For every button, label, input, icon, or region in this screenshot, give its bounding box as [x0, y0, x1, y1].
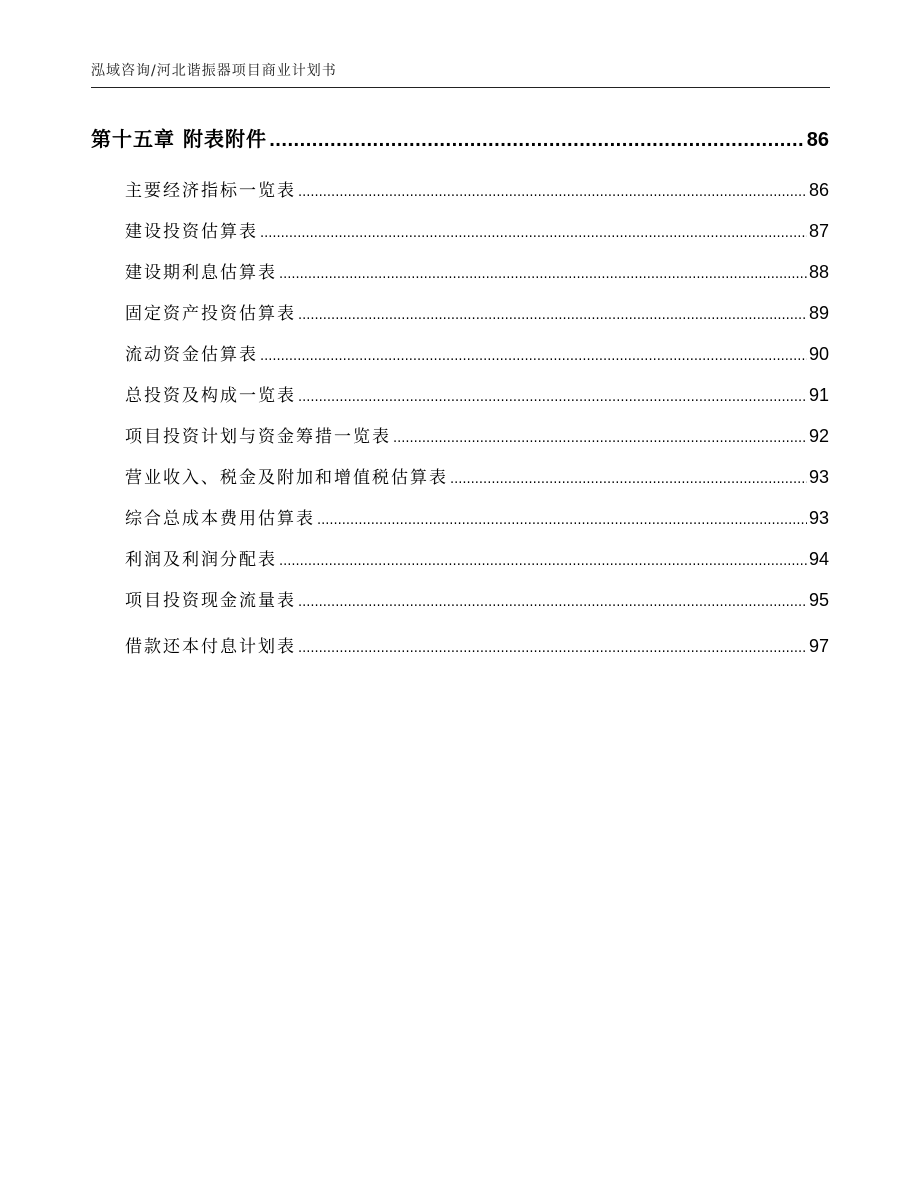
toc-section-page: 87: [808, 221, 829, 241]
toc-section-page: 97: [808, 636, 829, 656]
toc-dot-leader: [317, 513, 807, 528]
toc-section-title: 借款还本付息计划表: [125, 637, 296, 657]
toc-section-title: 综合总成本费用估算表: [125, 509, 315, 529]
toc-section-title: 建设投资估算表: [125, 222, 258, 242]
toc-chapter-page: 86: [806, 129, 829, 151]
toc-section-entry[interactable]: [125, 381, 829, 406]
toc-section-title: 总投资及构成一览表: [125, 386, 296, 406]
toc-section-page: 92: [808, 426, 829, 446]
toc-section-entry[interactable]: [125, 545, 829, 570]
toc-section-title: 主要经济指标一览表: [125, 181, 296, 201]
toc-dot-leader: [298, 308, 807, 323]
toc-dot-leader: [260, 226, 807, 241]
toc-section-entry[interactable]: [125, 463, 829, 488]
toc-dot-leader: [298, 595, 807, 610]
toc-section-page: 93: [808, 467, 829, 487]
toc-section-title: 流动资金估算表: [125, 345, 258, 365]
toc-section-entry[interactable]: [125, 632, 829, 657]
toc-section-title: 项目投资计划与资金筹措一览表: [125, 427, 391, 447]
toc-section-title: 固定资产投资估算表: [125, 304, 296, 324]
toc-section-title: 建设期利息估算表: [125, 263, 277, 283]
toc-section-entry[interactable]: [125, 258, 829, 283]
toc-section-title: 营业收入、税金及附加和增值税估算表: [125, 468, 448, 488]
toc-section-page: 91: [808, 385, 829, 405]
toc-section-page: 88: [808, 262, 829, 282]
toc-section-title: 利润及利润分配表: [125, 550, 277, 570]
toc-section-title: 项目投资现金流量表: [125, 591, 296, 611]
toc-dot-leader: [298, 641, 807, 656]
toc-section-page: 93: [808, 508, 829, 528]
toc-section-page: 86: [808, 180, 829, 200]
toc-dot-leader: [298, 185, 807, 200]
toc-dot-leader: [393, 431, 807, 446]
header-divider: [91, 87, 830, 88]
toc-section-entry[interactable]: [125, 299, 829, 324]
toc-section-entry[interactable]: [125, 176, 829, 201]
toc-dot-leader: [298, 390, 807, 405]
toc-dot-leader: [279, 267, 807, 282]
toc-chapter-title: 第十五章 附表附件: [91, 127, 267, 151]
toc-dot-leader: [260, 349, 807, 364]
toc-section-entry[interactable]: [125, 422, 829, 447]
toc-chapter-entry[interactable]: [91, 123, 829, 152]
toc-section-entry[interactable]: [125, 586, 829, 611]
toc-section-page: 95: [808, 590, 829, 610]
toc-section-entry[interactable]: [125, 217, 829, 242]
toc-section-page: 94: [808, 549, 829, 569]
toc-dot-leader: [269, 131, 805, 150]
toc-section-page: 89: [808, 303, 829, 323]
running-header: 泓域咨询/河北谐振器项目商业计划书: [91, 63, 337, 79]
toc-section-entry[interactable]: [125, 340, 829, 365]
toc-section-page: 90: [808, 344, 829, 364]
toc-dot-leader: [279, 554, 807, 569]
toc-section-entry[interactable]: [125, 504, 829, 529]
toc-dot-leader: [450, 472, 807, 487]
